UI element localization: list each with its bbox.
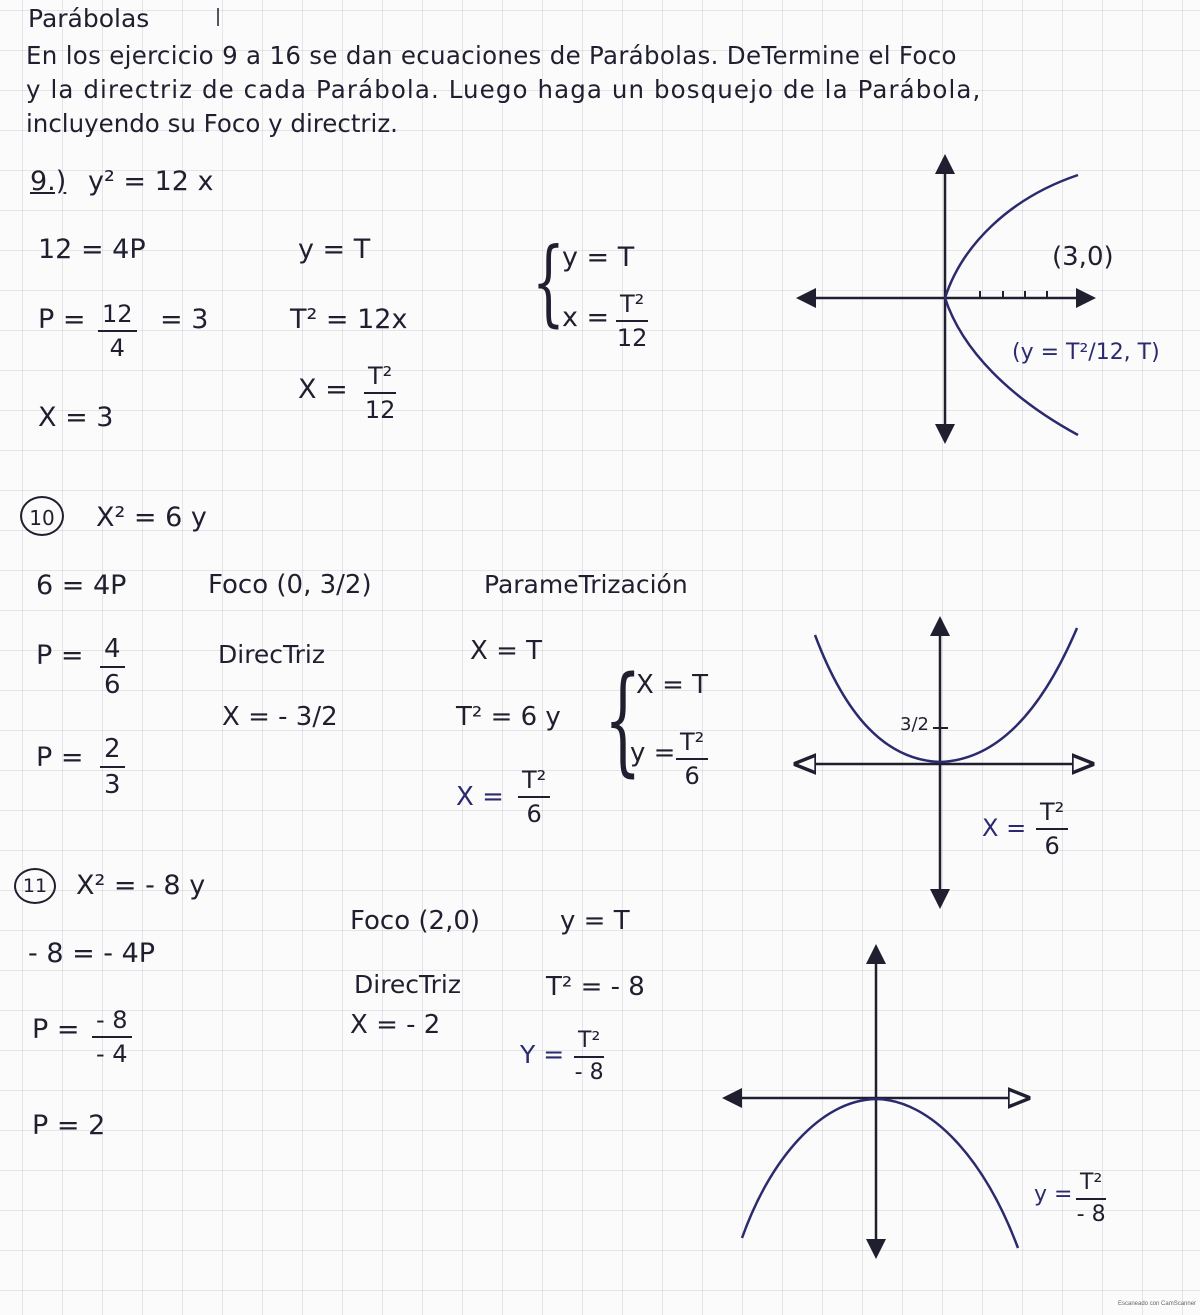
ex10-number-circle: 10: [20, 496, 64, 536]
ex9-p-result: = 3: [160, 304, 209, 335]
ex11-p-fraction: [92, 1008, 132, 1066]
ex11-param3-fraction: [574, 1030, 604, 1084]
ex10-system-brace: {: [604, 650, 642, 788]
ex11-number: [14, 868, 56, 904]
ex10-tick-label: 3/2: [900, 714, 929, 735]
ex9-step1: 12 = 4P: [38, 234, 146, 265]
ex11-p-den: - 4: [96, 1040, 128, 1068]
ex11-directriz-eq: X = - 2: [350, 1010, 441, 1040]
instructions-line-2: y la directriz de cada Parábola. Luego haga un bosquejo de la Parábola,: [26, 75, 982, 104]
graph-10-parabola: [815, 628, 1077, 762]
graph-11: [726, 948, 1026, 1255]
ex9-p-label: P =: [38, 304, 86, 335]
ex10-param3-lhs: X =: [456, 782, 504, 812]
ex10-param-title: ParameTrización: [484, 570, 688, 599]
ex10-equation: X² = 6 y: [96, 502, 207, 533]
ex10-p-num: 4: [100, 636, 125, 668]
ex11-directriz-label: DirecTriz: [354, 970, 461, 999]
ex10-param3-den: 6: [526, 800, 542, 828]
ex9-sys2-lhs: x =: [562, 302, 610, 333]
ex11-graph-num: T²: [1076, 1172, 1106, 1200]
ex11-p-num: - 8: [92, 1008, 132, 1038]
ex9-sys2-den: 12: [616, 324, 648, 352]
page-title: Parábolas: [28, 4, 150, 33]
instructions-line-3: incluyendo su Foco y directriz.: [26, 109, 398, 138]
ex10-graph-lhs: X =: [982, 814, 1027, 842]
ex9-x-eq: X = 3: [38, 402, 114, 433]
ex9-param3-lhs: X =: [298, 374, 348, 405]
ex9-param2: T² = 12x: [290, 304, 408, 335]
ex11-step1: - 8 = - 4P: [28, 938, 156, 969]
ex9-system-brace: {: [532, 228, 565, 337]
ex10-sys2-fraction: [676, 730, 708, 788]
ex11-graph-den: - 8: [1076, 1202, 1106, 1227]
ex9-curve-label: (y = T²/12, T): [1012, 340, 1160, 365]
ex10-p2-fraction: [100, 736, 125, 798]
ex10-directriz-label: DirecTriz: [218, 640, 325, 669]
graph-11-parabola: [742, 1099, 1018, 1248]
ex11-p-label: P =: [32, 1014, 80, 1045]
ex11-param1: y = T: [560, 906, 630, 936]
graph-10: [798, 620, 1090, 905]
ex10-p-label: P =: [36, 640, 84, 671]
ex9-p-num: 12: [98, 302, 137, 332]
ex9-param3-num: T²: [364, 364, 396, 394]
ex10-graph-num: T²: [1036, 800, 1068, 830]
ex11-param3-lhs: Y =: [520, 1040, 565, 1069]
ex11-graph-fraction: [1076, 1172, 1106, 1226]
ex9-sys2-fraction: [616, 292, 648, 350]
ex10-p-fraction: [100, 636, 125, 698]
ex11-foco: Foco (2,0): [350, 906, 481, 936]
ex11-p2: P = 2: [32, 1110, 106, 1141]
ex10-p2-label: P =: [36, 742, 84, 773]
ex10-param1: X = T: [470, 636, 543, 666]
ex10-p2-den: 3: [104, 770, 121, 800]
ex10-param2: T² = 6 y: [456, 702, 561, 732]
ex11-param3-den: - 8: [574, 1060, 604, 1085]
instructions-line-1: En los ejercicio 9 a 16 se dan ecuaciones de Parábolas. DeTermine el Foco: [26, 41, 957, 70]
ex9-sys2-num: T²: [616, 292, 648, 322]
graph-9-parabola: [945, 175, 1078, 435]
ex10-p-den: 6: [104, 670, 121, 700]
ex10-sys2-den: 6: [684, 762, 700, 790]
ex9-equation: y² = 12 x: [88, 166, 214, 197]
ex9-param1: y = T: [298, 234, 371, 265]
ex10-param3-fraction: [518, 768, 550, 826]
ex10-directriz-eq: X = - 3/2: [222, 702, 338, 732]
ex10-step1: 6 = 4P: [36, 570, 127, 601]
ex9-number: 9.): [30, 166, 67, 197]
ex10-p2-num: 2: [100, 736, 125, 768]
ex9-param3-den: 12: [364, 396, 396, 424]
ex10-sys1: X = T: [636, 670, 709, 700]
ex9-sys1: y = T: [562, 242, 635, 273]
ex10-number: [20, 496, 64, 536]
ex11-param3-num: T²: [574, 1030, 604, 1058]
ex9-point-label: (3,0): [1052, 242, 1114, 272]
ex9-p-den: 4: [109, 334, 125, 362]
ex11-param2: T² = - 8: [546, 972, 645, 1002]
ex11-equation: X² = - 8 y: [76, 870, 206, 901]
ex10-sys2-lhs: y =: [630, 738, 676, 768]
ex10-graph-den: 6: [1044, 832, 1060, 860]
ex11-number-circle: 11: [14, 868, 56, 904]
graph-9: [800, 158, 1092, 440]
ex10-sys2-num: T²: [676, 730, 708, 760]
ex11-graph-lhs: y =: [1034, 1182, 1073, 1207]
ex9-p-fraction: [98, 302, 137, 360]
ex10-foco: Foco (0, 3/2): [208, 570, 372, 600]
ex10-param3-num: T²: [518, 768, 550, 798]
ex10-graph-fraction: [1036, 800, 1068, 858]
scanner-watermark: Escaneado con CamScanner: [1118, 1301, 1197, 1307]
ex9-param3-fraction: [364, 364, 396, 422]
